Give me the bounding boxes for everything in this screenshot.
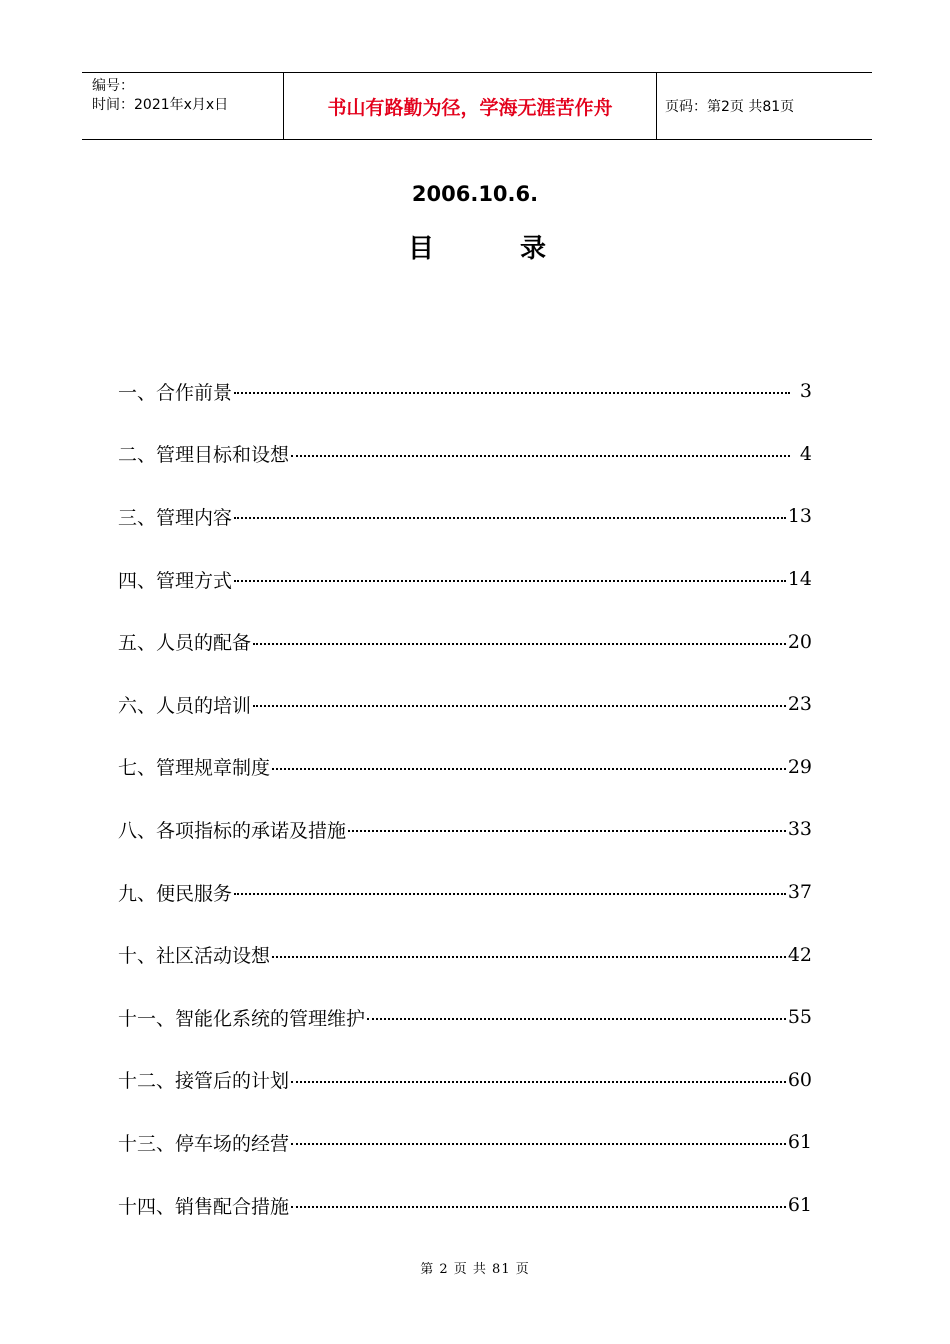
- toc-entry-page: 4: [799, 442, 812, 465]
- toc-leader-dots: [348, 830, 786, 832]
- toc-leader-dots: [253, 643, 786, 645]
- toc-entry-label: 八、各项指标的承诺及措施: [118, 819, 347, 842]
- header-page-info: 页码：第2页 共81页: [665, 99, 795, 115]
- table-of-contents: [118, 360, 812, 1236]
- toc-entry-page: 55: [787, 1006, 812, 1029]
- toc-leader-dots: [272, 956, 786, 958]
- header-motto: 书山有路勤为径，学海无涯苦作舟: [284, 73, 657, 139]
- toc-entry-label: 十四、销售配合措施: [118, 1195, 290, 1218]
- toc-title-char-2: 录: [520, 234, 547, 264]
- toc-entry-page: 3: [799, 380, 812, 403]
- toc-leader-dots: [234, 893, 786, 895]
- toc-entry[interactable]: [118, 1111, 812, 1174]
- toc-leader-dots: [291, 455, 790, 457]
- toc-entry-label: 六、人员的培训: [118, 694, 252, 717]
- toc-entry-label: 二、管理目标和设想: [118, 444, 290, 467]
- toc-entry-label: 三、管理内容: [118, 506, 233, 529]
- toc-entry-page: 20: [787, 630, 812, 653]
- toc-entry-label: 一、合作前景: [118, 381, 233, 404]
- toc-title-char-1: 目: [408, 234, 435, 264]
- toc-entry-page: 61: [787, 1131, 812, 1154]
- toc-entry[interactable]: [118, 423, 812, 486]
- toc-entry[interactable]: [118, 1049, 812, 1112]
- toc-entry[interactable]: [118, 861, 812, 924]
- toc-title: [408, 228, 558, 268]
- toc-leader-dots: [367, 1018, 786, 1020]
- toc-leader-dots: [291, 1081, 786, 1083]
- toc-entry-page: 37: [787, 881, 812, 904]
- toc-entry-label: 十二、接管后的计划: [118, 1070, 290, 1093]
- toc-entry[interactable]: [118, 736, 812, 799]
- toc-entry-label: 十、社区活动设想: [118, 945, 271, 968]
- toc-entry-page: 61: [787, 1194, 812, 1217]
- toc-entry[interactable]: [118, 986, 812, 1049]
- toc-entry-page: 13: [787, 505, 812, 528]
- toc-entry-label: 七、管理规章制度: [118, 757, 271, 780]
- toc-entry-label: 十一、智能化系统的管理维护: [118, 1007, 366, 1030]
- toc-leader-dots: [272, 768, 786, 770]
- document-number-label: 编号：: [92, 78, 134, 94]
- header-meta: [82, 73, 284, 139]
- page-footer: 第 2 页 共 81 页: [420, 1262, 530, 1277]
- toc-leader-dots: [234, 580, 786, 582]
- toc-entry[interactable]: [118, 798, 812, 861]
- toc-leader-dots: [291, 1206, 786, 1208]
- toc-entry-page: 60: [787, 1068, 812, 1091]
- toc-entry-label: 五、人员的配备: [118, 632, 252, 655]
- toc-entry-page: 33: [787, 818, 812, 841]
- document-date: 2006.10.6.: [411, 182, 539, 206]
- toc-entry-page: 23: [787, 693, 812, 716]
- page-header: [82, 72, 872, 140]
- toc-entry[interactable]: [118, 923, 812, 986]
- toc-entry-label: 十三、停车场的经营: [118, 1132, 290, 1155]
- toc-entry-page: 42: [787, 943, 812, 966]
- toc-entry-label: 九、便民服务: [118, 882, 233, 905]
- toc-entry[interactable]: [118, 485, 812, 548]
- toc-entry[interactable]: [118, 673, 812, 736]
- toc-entry[interactable]: [118, 548, 812, 611]
- toc-entry-label: 四、管理方式: [118, 569, 233, 592]
- toc-leader-dots: [234, 517, 786, 519]
- toc-entry-page: 14: [787, 568, 812, 591]
- toc-leader-dots: [234, 392, 790, 394]
- toc-entry-page: 29: [787, 755, 812, 778]
- toc-entry[interactable]: [118, 1174, 812, 1237]
- toc-entry[interactable]: [118, 360, 812, 423]
- toc-leader-dots: [253, 705, 786, 707]
- toc-leader-dots: [291, 1143, 786, 1145]
- document-time-label: 时间：2021年x月x日: [92, 97, 229, 113]
- toc-entry[interactable]: [118, 610, 812, 673]
